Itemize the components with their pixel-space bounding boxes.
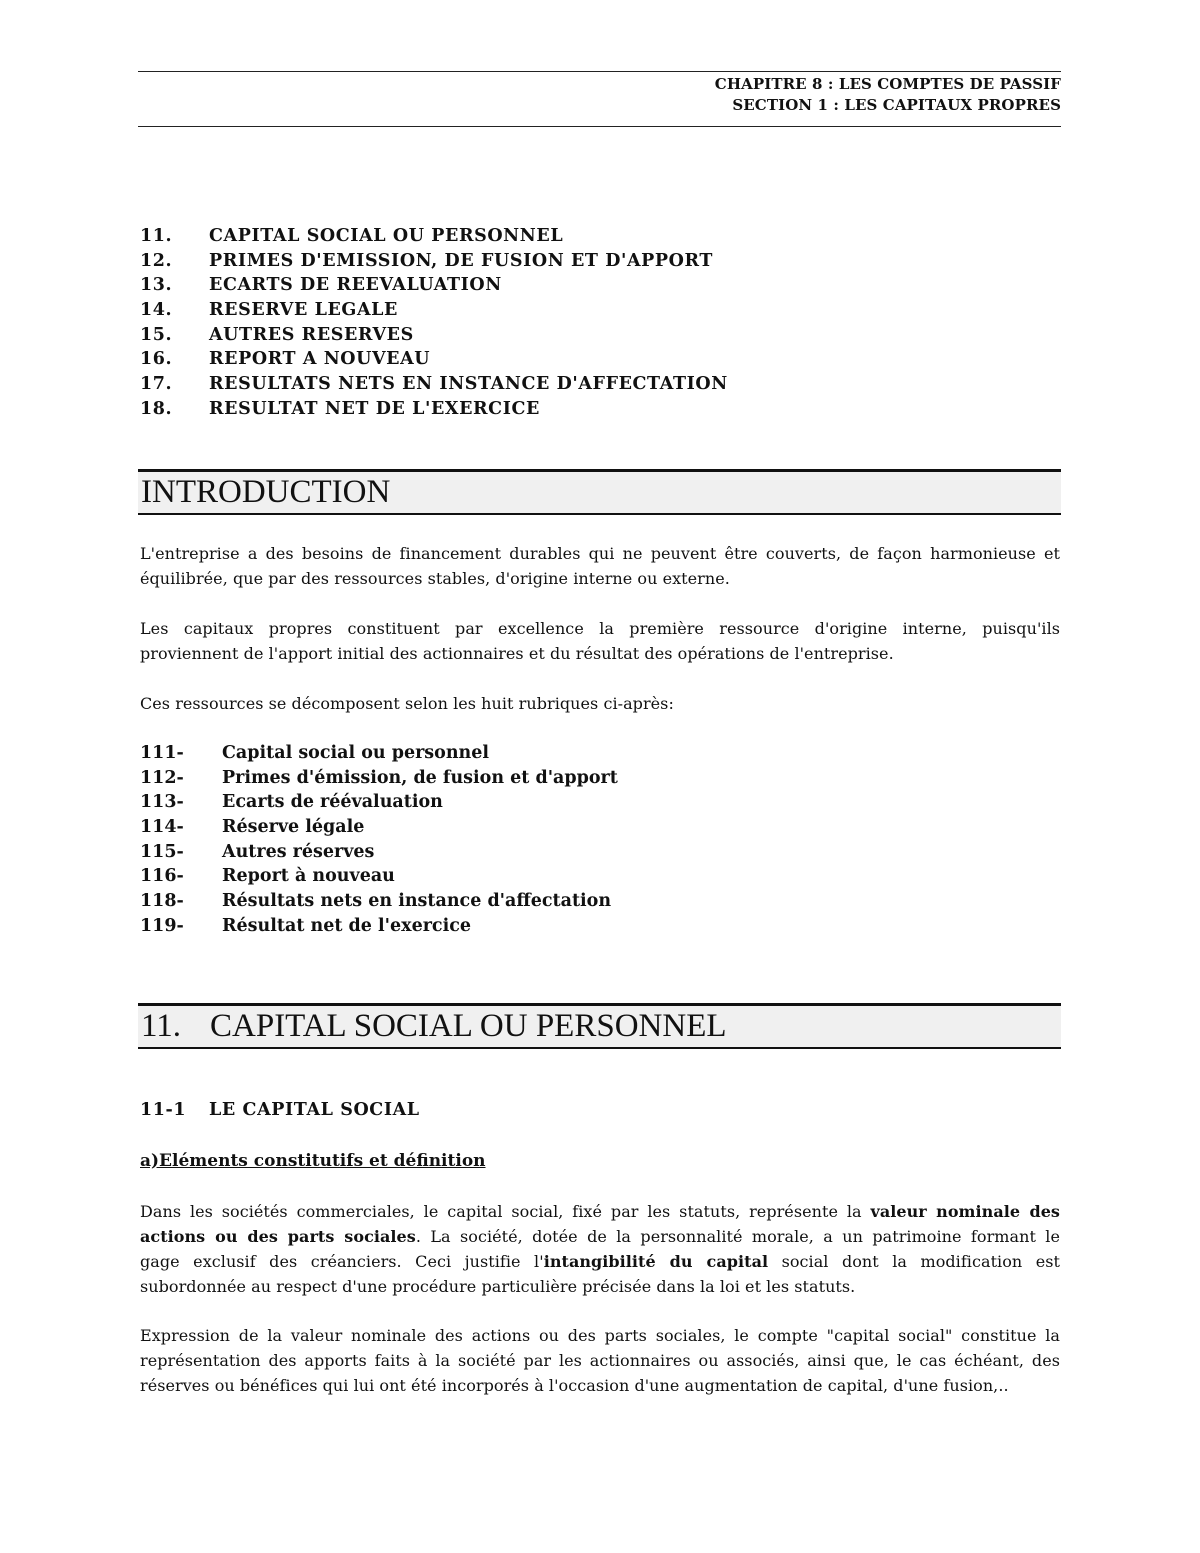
list-item <box>140 815 618 840</box>
header-top-rule <box>138 71 1061 72</box>
toc-item <box>140 224 728 249</box>
account-code: 116- <box>140 866 184 887</box>
toc-item <box>140 372 728 397</box>
text-line <box>140 1199 1060 1224</box>
section-number: 11. <box>141 1008 182 1044</box>
toc-number: 13. <box>140 275 173 296</box>
toc-label: RESULTATS NETS EN INSTANCE D'AFFECTATION <box>209 374 728 395</box>
toc-label: CAPITAL SOCIAL OU PERSONNEL <box>209 226 564 246</box>
account-label: Résultats nets en instance d'affectation <box>222 891 612 912</box>
section-11-paragraph-2 <box>140 1323 1060 1398</box>
account-code: 115- <box>140 841 184 862</box>
toc-label: RESULTAT NET DE L'EXERCICE <box>209 398 540 419</box>
toc-label: REPORT A NOUVEAU <box>209 349 431 370</box>
account-label: Réserve légale <box>222 817 365 838</box>
account-label: Résultat net de l'exercice <box>222 915 472 936</box>
toc-label: ECARTS DE REEVALUATION <box>209 275 502 296</box>
account-codes-list <box>140 741 618 939</box>
text-line: subordonnée au respect d'une procédure particulière précisée dans la loi et les statuts. <box>140 1277 856 1296</box>
text-line: réserves ou bénéfices qui lui ont été incorporés à l'occasion d'une augmentation de capital, d'une fusion,.. <box>140 1376 1009 1395</box>
text-line: Ces ressources se décomposent selon les huit rubriques ci-après: <box>140 694 674 713</box>
toc-item <box>140 273 728 298</box>
text-line: équilibrée, que par des ressources stables, d'origine interne ou externe. <box>140 569 730 588</box>
toc-item <box>140 249 728 274</box>
running-header <box>715 74 1061 116</box>
text-run: social dont la modification est <box>768 1252 1061 1271</box>
section-11-heading-box <box>138 1003 1061 1049</box>
section-11-paragraph-1 <box>140 1199 1060 1299</box>
header-bottom-rule <box>138 126 1061 127</box>
introduction-heading: INTRODUCTION <box>141 474 391 510</box>
account-code: 113- <box>140 792 184 813</box>
account-code: 119- <box>140 915 184 936</box>
account-label: Report à nouveau <box>222 866 395 887</box>
bold-text: intangibilité du capital <box>543 1252 769 1271</box>
list-item <box>140 889 618 914</box>
subsubsection-heading: a)Eléments constitutifs et définition <box>140 1151 486 1171</box>
list-item <box>140 840 618 865</box>
toc-number: 15. <box>140 324 173 345</box>
text-run: gage exclusif des créanciers. Ceci justifie l' <box>140 1252 544 1271</box>
list-item <box>140 864 618 889</box>
toc-number: 14. <box>140 300 173 321</box>
text-line: représentation des apports faits à la société par les actionnaires ou associés, ainsi que, le cas échéant, des <box>140 1351 1060 1370</box>
account-label: Autres réserves <box>222 841 375 862</box>
list-item <box>140 914 618 939</box>
toc-label: RESERVE LEGALE <box>209 300 398 321</box>
text-line <box>140 1249 1060 1274</box>
account-label: Capital social ou personnel <box>222 743 490 763</box>
bold-text: actions ou des parts sociales <box>140 1227 416 1246</box>
list-item <box>140 790 618 815</box>
toc-item <box>140 347 728 372</box>
header-section: SECTION 1 : LES CAPITAUX PROPRES <box>732 96 1061 114</box>
toc-label: PRIMES D'EMISSION, DE FUSION ET D'APPORT <box>209 250 713 271</box>
table-of-contents <box>140 224 728 422</box>
list-item <box>140 766 618 791</box>
text-line: L'entreprise a des besoins de financement durables qui ne peuvent être couverts, de façon harmonieuse et <box>140 544 1060 563</box>
text-line: Les capitaux propres constituent par excellence la première ressource d'origine interne, puisqu'ils <box>140 619 1060 638</box>
toc-number: 17. <box>140 374 173 395</box>
text-line: Expression de la valeur nominale des actions ou des parts sociales, le compte "capital social" constitue la <box>140 1326 1060 1345</box>
section-11-heading <box>141 1006 1061 1047</box>
header-chapter: CHAPITRE 8 : LES COMPTES DE PASSIF <box>714 75 1061 93</box>
toc-item <box>140 397 728 422</box>
text-line <box>140 1224 1060 1249</box>
toc-label: AUTRES RESERVES <box>209 324 414 345</box>
toc-number: 16. <box>140 349 173 370</box>
account-label: Ecarts de réévaluation <box>222 792 443 813</box>
account-code: 118- <box>140 891 184 912</box>
intro-paragraph-1 <box>140 541 1060 591</box>
toc-number: 18. <box>140 398 173 419</box>
toc-number: 12. <box>140 250 173 271</box>
toc-item <box>140 323 728 348</box>
text-line: proviennent de l'apport initial des actionnaires et du résultat des opérations de l'entreprise. <box>140 644 894 663</box>
subsection-heading <box>140 1100 420 1120</box>
account-code: 112- <box>140 767 184 788</box>
account-label: Primes d'émission, de fusion et d'apport <box>222 767 618 788</box>
intro-paragraph-2 <box>140 616 1060 666</box>
bold-text: valeur nominale des <box>870 1202 1060 1221</box>
text-run: . La société, dotée de la personnalité morale, a un patrimoine formant le <box>415 1227 1060 1246</box>
intro-paragraph-3 <box>140 691 1060 716</box>
text-run: Dans les sociétés commerciales, le capital social, fixé par les statuts, représente la <box>140 1202 871 1221</box>
account-code: 114- <box>140 817 184 838</box>
list-item <box>140 741 618 766</box>
subsection-number: 11-1 <box>140 1100 187 1120</box>
section-title: CAPITAL SOCIAL OU PERSONNEL <box>210 1008 727 1044</box>
toc-number: 11. <box>140 226 173 246</box>
subsection-title: LE CAPITAL SOCIAL <box>209 1100 420 1120</box>
introduction-heading-box <box>138 469 1061 515</box>
toc-item <box>140 298 728 323</box>
account-code: 111- <box>140 743 184 763</box>
